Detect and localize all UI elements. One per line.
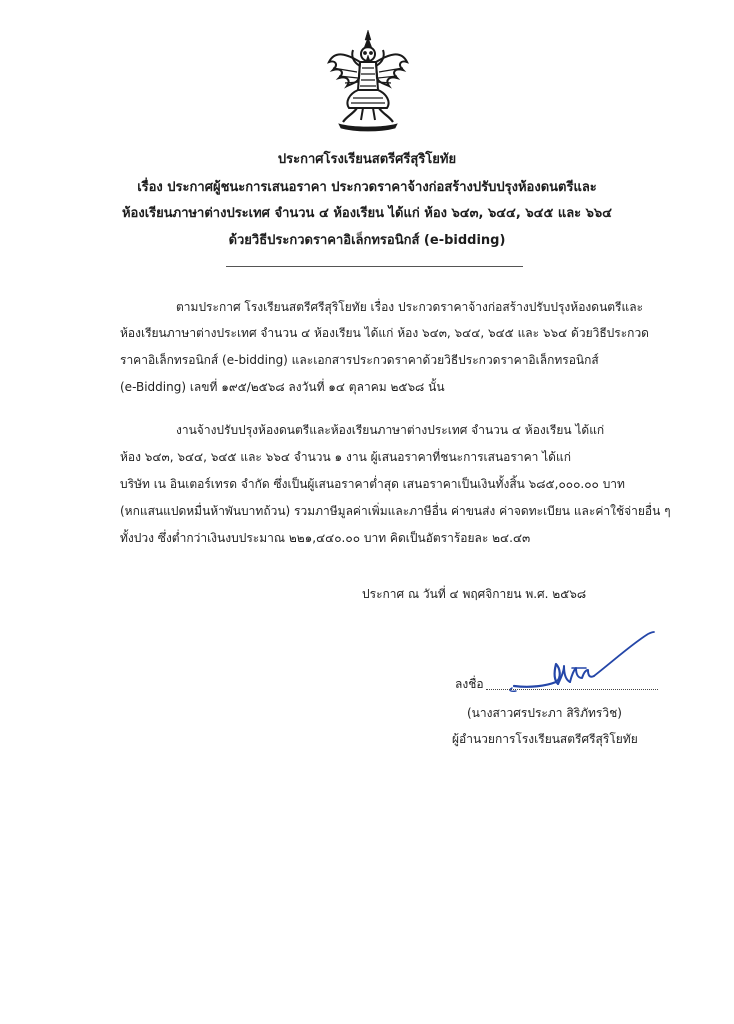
announcement-subject-line3: ด้วยวิธีประกวดราคาอิเล็กทรอนิกส์ (e-bidding)	[228, 233, 506, 248]
paragraph1-line2: ห้องเรียนภาษาต่างประเทศ จำนวน ๔ ห้องเรียน ได้แก่ ห้อง ๖๔๓, ๖๔๔, ๖๔๕ และ ๖๖๔ ด้วยวิธีประกวด	[120, 326, 649, 340]
announcement-title: ประกาศโรงเรียนสตรีศรีสุริโยทัย	[277, 152, 457, 167]
signature-line	[486, 689, 658, 690]
paragraph1-line1: ตามประกาศ โรงเรียนสตรีศรีสุริโยทัย เรื่อง ประกวดราคาจ้างก่อสร้างปรับปรุงห้องดนตรีและ	[176, 300, 644, 314]
paragraph1-line4: (e-Bidding) เลขที่ ๑๙๕/๒๕๖๘ ลงวันที่ ๑๔ ตุลาคม ๒๕๖๘ นั้น	[120, 380, 445, 394]
signer-name: (นางสาวศรประภา สิริภัทรวิช)	[467, 706, 622, 720]
paragraph2-line3: บริษัท เน อินเตอร์เทรด จำกัด ซึ่งเป็นผู้เสนอราคาต่ำสุด เสนอราคาเป็นเงินทั้งสิ้น ๖๘๕,๐๐๐.๐๐ บาท	[120, 477, 625, 491]
announcement-subject-line1: เรื่อง ประกาศผู้ชนะการเสนอราคา ประกวดราคาจ้างก่อสร้างปรับปรุงห้องดนตรีและ	[137, 180, 597, 195]
handwritten-signature	[500, 612, 660, 696]
signature-label: ลงชื่อ	[455, 677, 484, 691]
heading-divider	[226, 266, 523, 267]
paragraph2-line4: (หกแสนแปดหมื่นห้าพันบาทถ้วน) รวมภาษีมูลค่าเพิ่มและภาษีอื่น ค่าขนส่ง ค่าจดทะเบียน และค่าใช้จ่ายอื่น ๆ	[120, 504, 671, 518]
announcement-date: ประกาศ ณ วันที่ ๔ พฤศจิกายน พ.ศ. ๒๕๖๘	[362, 587, 587, 601]
signer-position: ผู้อำนวยการโรงเรียนสตรีศรีสุริโยทัย	[452, 732, 638, 746]
garuda-emblem-icon	[325, 28, 411, 132]
paragraph2-line2: ห้อง ๖๔๓, ๖๔๔, ๖๔๕ และ ๖๖๔ จำนวน ๑ งาน ผู้เสนอราคาที่ชนะการเสนอราคา ได้แก่	[120, 450, 571, 464]
paragraph1-line3: ราคาอิเล็กทรอนิกส์ (e-bidding) และเอกสารประกวดราคาด้วยวิธีประกวดราคาอิเล็กทรอนิกส์	[120, 353, 599, 367]
paragraph2-line1: งานจ้างปรับปรุงห้องดนตรีและห้องเรียนภาษาต่างประเทศ จำนวน ๔ ห้องเรียน ได้แก่	[176, 423, 605, 437]
paragraph2-line5: ทั้งปวง ซึ่งต่ำกว่าเงินงบประมาณ ๒๒๑,๔๔๐.๐๐ บาท คิดเป็นอัตราร้อยละ ๒๔.๔๓	[120, 531, 531, 545]
announcement-subject-line2: ห้องเรียนภาษาต่างประเทศ จำนวน ๔ ห้องเรียน ได้แก่ ห้อง ๖๔๓, ๖๔๔, ๖๔๕ และ ๖๖๔	[121, 206, 613, 221]
